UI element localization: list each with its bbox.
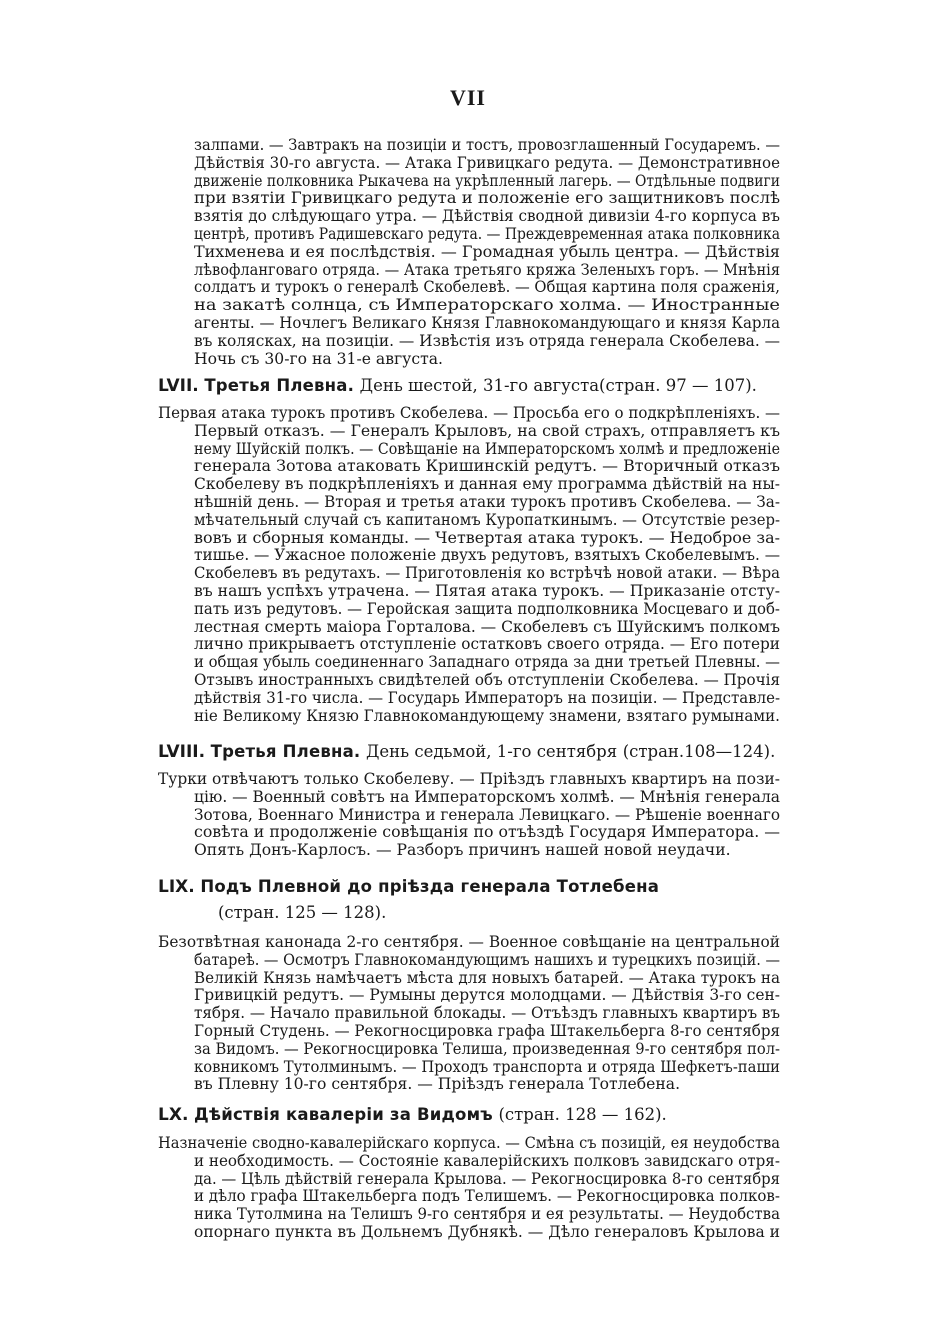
- summary-line: да. — Цѣль дѣйствій генерала Крылова. — Рекогносцировка 8-го сентября: [194, 1169, 781, 1188]
- summary-line: Зотова, Военнаго Министра и генерала Левицкаго. — Рѣшеніе военнаго: [194, 805, 781, 824]
- summary-line: Дѣйствія 30-го августа. — Атака Гривицкаго редута. — Демонстративное: [194, 153, 781, 172]
- chapter-heading: [158, 375, 780, 397]
- summary-line: Тихменева и ея послѣдствія. — Громадная убыль центра. — Дѣйствія: [194, 242, 781, 261]
- summary-line: Отзывъ иностранныхъ свидѣтелей объ отступленіи Скобелева. — Прочія: [194, 670, 781, 689]
- summary-line: Скобелевъ въ редутахъ. — Приготовленія ко встрѣчѣ новой атаки. — Вѣра: [194, 564, 780, 583]
- chapter-pages: (стран. 125 — 128).: [218, 903, 387, 922]
- summary-line: лично прикрываетъ отступленіе остатковъ своего отряда. — Его потери: [194, 635, 780, 654]
- summary-line: лестная смерть маіора Горталова. — Скобелевъ съ Шуйскимъ полкомъ: [194, 617, 781, 636]
- chapter-title: Подъ Плевной до пріѣзда генерала Тотлебена: [200, 877, 660, 896]
- chapter-title: Третья Плевна.: [210, 742, 361, 761]
- summary-line: генерала Зотова атаковать Кришинскій редутъ. — Вторичный отказъ: [194, 457, 781, 476]
- summary-line: Гривицкій редутъ. — Румыны дерутся молодцами. — Дѣйствія 3-го сен-: [194, 986, 780, 1005]
- chapter-number: LVII.: [158, 376, 199, 396]
- summary-line: и необходимость. — Состояніе кавалерійскихъ полковъ завидскаго отря-: [194, 1151, 780, 1170]
- chapter-number: LIX.: [158, 877, 195, 897]
- summary-line: цію. — Военный совѣтъ на Императорскомъ холмѣ. — Мнѣнія генерала: [194, 787, 781, 806]
- chapter-pages: (стран. 128 — 162).: [498, 1105, 667, 1124]
- summary-line: лѣвофланговаго отряда. — Атака третьяго кряжа Зеленыхъ горъ. — Мнѣнія: [194, 260, 781, 279]
- summary-line: агенты. — Ночлегъ Великаго Князя Главнокомандующаго и князя Карла: [194, 313, 781, 332]
- summary-line: залпами. — Завтракъ на позиціи и тостъ, провозглашенный Государемъ. —: [194, 136, 781, 154]
- summary-line: и общая убыль соединеннаго Западнаго отряда за дни третьей Плевны. —: [194, 653, 781, 672]
- summary-line: Безотвѣтная канонада 2-го сентября. — Военное совѣщаніе на центральной: [158, 933, 781, 951]
- summary-line: Горный Студень. — Рекогносцировка графа Штакельберга 8-го сентября: [194, 1021, 781, 1040]
- summary-line: дѣйствія 31-го числа. — Государь Императоръ на позиціи. — Представле-: [194, 688, 781, 707]
- chapter-pages: (стран.108—124).: [622, 742, 776, 761]
- chapter-number: LX.: [158, 1105, 189, 1125]
- summary-line: мѣчательный случай съ капитаномъ Куропаткинымъ. — Отсутствіе резер-: [194, 510, 780, 529]
- summary-line: ніе Великому Князю Главнокомандующему знамени, взятаго румынами.: [194, 706, 780, 725]
- chapter-lviii: [158, 741, 780, 860]
- chapter-summary: [158, 1135, 780, 1242]
- chapter-title: Третья Плевна.: [204, 376, 355, 395]
- chapter-lx: [158, 1104, 780, 1242]
- summary-line: взятія до слѣдующаго утра. — Дѣйствія сводной дивизіи 4-го корпуса въ: [194, 207, 780, 226]
- chapter-subtitle: День седьмой, 1-го сентября: [365, 742, 618, 761]
- chapter-summary: [158, 771, 780, 860]
- summary-line: Ночь съ 30-го на 31-е августа.: [194, 349, 443, 368]
- summary-line: Скобелеву въ подкрѣпленіяхъ и данная ему программа дѣйствій на ны-: [194, 475, 781, 494]
- chapter-subtitle: День шестой, 31-го августа: [359, 376, 600, 395]
- chapter-heading: [158, 1104, 780, 1126]
- summary-line: Первый отказъ. — Генералъ Крыловъ, на свой страхъ, отправляетъ къ: [194, 421, 780, 440]
- summary-line: вовъ и сборныя команды. — Четвертая атака турокъ. — Недоброе за-: [194, 528, 781, 547]
- summary-line: въ колясках, на позиціи. — Извѣстія изъ отряда генерала Скобелева. —: [194, 331, 781, 350]
- chapter-pages: (стран. 97 — 107).: [599, 376, 757, 395]
- summary-line: движеніе полковника Рыкачева на укрѣпленный лагерь. — Отдѣльные подвиги: [194, 171, 781, 190]
- chapter-summary: [158, 405, 780, 725]
- summary-line: Великій Князь намѣчаетъ мѣста для новыхъ батарей. — Атака турокъ на: [194, 968, 780, 987]
- chapter-lix: [158, 876, 780, 1094]
- chapter-summary: [158, 934, 780, 1094]
- chapter-title: Дѣйствія кавалеріи за Видомъ: [193, 1105, 493, 1124]
- chapter-heading: [158, 876, 780, 898]
- summary-line: въ нашъ успѣхъ утрачена. — Пятая атака турокъ. — Приказаніе отсту-: [194, 581, 780, 600]
- summary-line: тишье. — Ужасное положеніе двухъ редутовъ, взятыхъ Скобелевымъ. —: [194, 546, 781, 565]
- summary-line: совѣта и продолженіе совѣщанія по отъѣздѣ Государя Императора. —: [194, 823, 780, 842]
- page-number: VII: [449, 85, 486, 110]
- summary-line: за Видомъ. — Рекогносцировка Телиша, произведенная 9-го сентября пол-: [194, 1039, 781, 1058]
- summary-line: въ Плевну 10-го сентября. — Пріѣздъ генерала Тотлебена.: [194, 1075, 681, 1094]
- summary-line: на закатѣ солнца, съ Императорскаго холма. — Иностранные: [194, 296, 781, 315]
- summary-line: нѣшній день. — Вторая и третья атаки турокъ противъ Скобелева. — За-: [194, 492, 781, 511]
- summary-line: Опять Донъ-Карлосъ. — Разборъ причинъ нашей новой неудачи.: [194, 841, 731, 860]
- summary-line: Турки отвѣчаютъ только Скобелеву. — Пріѣздъ главныхъ квартиръ на пози-: [158, 770, 780, 788]
- summary-line: центрѣ, противъ Радишевскаго редута. — Преждевременная атака полковника: [194, 224, 781, 243]
- chapter-lvii: [158, 375, 780, 725]
- chapter-number: LVIII.: [158, 742, 206, 762]
- chapter-heading: [158, 741, 780, 763]
- summary-line: батареѣ. — Осмотръ Главнокомандующимъ нашихъ и турецкихъ позицій. —: [194, 950, 780, 969]
- summary-line: нему Шуйскій полкъ. — Совѣщаніе на Императорскомъ холмѣ и предложеніе: [194, 439, 780, 458]
- summary-line: тября. — Начало правильной блокады. — Отъѣздъ главныхъ квартиръ въ: [194, 1004, 781, 1023]
- chapter-pages-line: [218, 902, 780, 924]
- summary-line: Назначеніе сводно-кавалерійскаго корпуса. — Смѣна съ позицій, ея неудобства: [158, 1134, 781, 1152]
- summary-line: пать изъ редутовъ. — Геройская защита подполковника Мосцеваго и доб-: [194, 599, 780, 618]
- summary-line: при взятіи Гривицкаго редута и положеніе его защитниковъ послѣ: [194, 189, 780, 208]
- continuation-paragraph: [158, 137, 780, 368]
- summary-line: Первая атака турокъ противъ Скобелева. — Просьба его о подкрѣпленіяхъ. —: [158, 404, 781, 422]
- summary-line: опорнаго пункта въ Дольнемъ Дубнякѣ. — Дѣло генераловъ Крылова и: [194, 1222, 781, 1241]
- summary-line: ника Тутолмина на Телишъ 9-го сентября и ея результаты. — Неудобства: [194, 1205, 780, 1224]
- summary-line: солдатъ и турокъ о генералѣ Скобелевѣ. — Общая картина поля сраженія,: [194, 278, 781, 297]
- summary-line: ковникомъ Тутолминымъ. — Проходъ транспорта и отряда Шефкетъ-паши: [194, 1057, 781, 1076]
- summary-line: и дѣло графа Штакельберга подъ Телишемъ. — Рекогносцировка полков-: [194, 1187, 780, 1206]
